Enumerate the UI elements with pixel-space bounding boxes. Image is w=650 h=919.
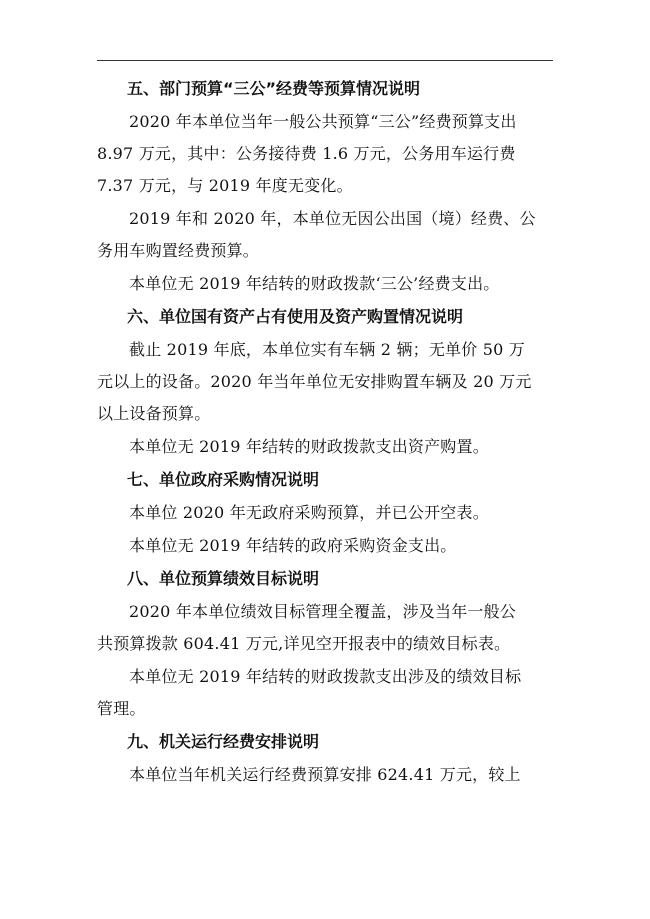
- text-line: 本单位无 2019 年结转的财政拨款支出涉及的绩效目标: [129, 667, 522, 686]
- text-line: 管理。: [97, 699, 146, 718]
- paragraph: [97, 666, 553, 720]
- paragraph: [97, 764, 553, 786]
- text-line: 以上设备预算。: [97, 404, 211, 423]
- document-body: [97, 78, 553, 786]
- header-rule: [97, 60, 553, 61]
- text-line: 2020 年本单位绩效目标管理全覆盖，涉及当年一般公: [129, 602, 517, 621]
- paragraph: [97, 436, 553, 458]
- paragraph: [97, 273, 553, 295]
- section-heading: 九、机关运行经费安排说明: [127, 732, 320, 751]
- text-line: 截止 2019 年底，本单位实有车辆 2 辆；无单价 50 万: [129, 340, 525, 359]
- text-line: 2019 年和 2020 年，本单位无因公出国（境）经费、公: [129, 209, 536, 228]
- section-heading: 七、单位政府采购情况说明: [127, 470, 320, 489]
- paragraph: [97, 339, 553, 425]
- text-line: 8.97 万元，其中：公务接待费 1.6 万元，公务用车运行费: [97, 144, 516, 163]
- text-line: 本单位无 2019 年结转的财政拨款‘三公’经费支出。: [129, 274, 500, 293]
- section-heading: 八、单位预算绩效目标说明: [127, 569, 320, 588]
- section-heading: 五、部门预算“三公”经费等预算情况说明: [127, 79, 421, 98]
- text-line: 本单位当年机关运行经费预算安排 624.41 万元，较上: [129, 765, 521, 784]
- text-line: 本单位无 2019 年结转的财政拨款支出资产购置。: [129, 437, 489, 456]
- text-line: 本单位无 2019 年结转的政府采购资金支出。: [129, 536, 457, 555]
- text-line: 元以上的设备。2020 年当年单位无安排购置车辆及 20 万元: [97, 372, 532, 391]
- text-line: 2020 年本单位当年一般公共预算“三公”经费预算支出: [129, 112, 517, 131]
- paragraph: [97, 535, 553, 557]
- paragraph: [97, 111, 553, 197]
- text-line: 7.37 万元，与 2019 年度无变化。: [97, 176, 353, 195]
- text-line: 本单位 2020 年无政府采购预算，并已公开空表。: [129, 503, 489, 522]
- text-line: 务用车购置经费预算。: [97, 241, 260, 260]
- paragraph: [97, 601, 553, 655]
- paragraph: [97, 502, 553, 524]
- text-line: 共预算拨款 604.41 万元,详见空开报表中的绩效目标表。: [97, 634, 511, 653]
- paragraph: [97, 208, 553, 262]
- section-heading: 六、单位国有资产占有使用及资产购置情况说明: [127, 307, 464, 326]
